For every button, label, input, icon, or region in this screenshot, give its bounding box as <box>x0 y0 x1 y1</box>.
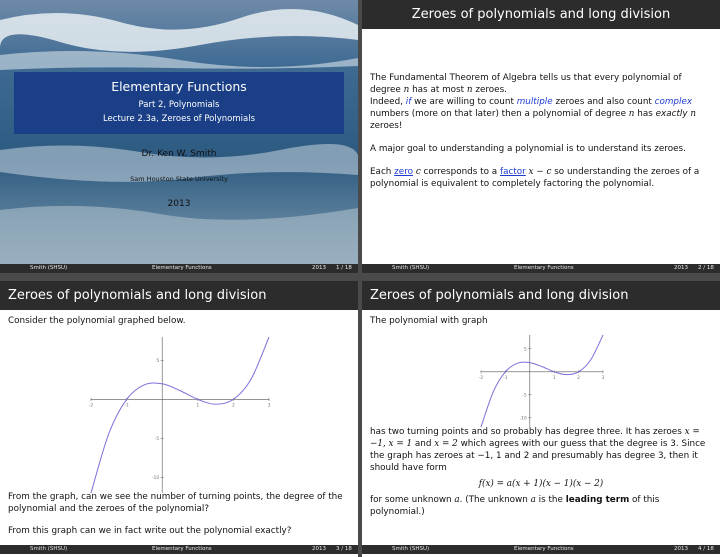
slide-graph-answer <box>362 281 720 554</box>
author-name: Dr. Ken W. Smith <box>141 149 217 159</box>
y-tick-label: -10 <box>151 475 160 481</box>
slide-footer <box>0 545 358 554</box>
polynomial-graph-small <box>477 331 607 431</box>
footer-title: Elementary Functions <box>152 546 212 552</box>
slide-body <box>370 426 712 518</box>
presentation-part: Part 2, Polynomials <box>138 100 220 110</box>
polynomial-formula: f(x) = a(x + 1)(x − 1)(x − 2) <box>478 479 604 489</box>
footer-title: Elementary Functions <box>514 265 574 271</box>
paragraph-multiplicity: Indeed, if we are willing to count multiple zeroes and also count complex numbers (more on that later) then a polynomial of degree n has exactly n zeroes! <box>370 97 697 131</box>
footer-year: 2013 <box>312 546 326 552</box>
footer-year: 2013 <box>674 265 688 271</box>
footer-year: 2013 <box>312 265 326 271</box>
footer-page: 2 / 18 <box>698 265 714 271</box>
x-tick-label: 1 <box>196 403 200 409</box>
polynomial-curve <box>478 335 603 427</box>
presentation-year: 2013 <box>167 199 191 209</box>
footer-page: 1 / 18 <box>336 265 352 271</box>
slide-header: Zeroes of polynomials and long division <box>362 281 720 310</box>
x-tick-label: 2 <box>577 375 581 381</box>
presentation-lecture: Lecture 2.3a, Zeroes of Polynomials <box>102 114 256 124</box>
slide-title <box>0 0 358 273</box>
footer-year: 2013 <box>674 546 688 552</box>
y-tick-label: -5 <box>522 393 527 399</box>
factor-link[interactable]: factor <box>499 167 526 177</box>
x-tick-label: -2 <box>88 403 94 409</box>
paragraph-analysis: has two turning points and so probably has degree three. It has zeroes x = −1, x = 1 and x = 2 which agrees with our guess that the degree is 3. Since the graph has zeroes at −1, 1 and 2 and presumably has degree 3, then it should have form <box>370 427 706 473</box>
footer-author: Smith (SHSU) <box>30 546 68 552</box>
footer-author: Smith (SHSU) <box>392 546 430 552</box>
slide-footer <box>362 264 720 273</box>
slide-footer <box>362 545 720 554</box>
polynomial-curve <box>88 337 269 493</box>
zero-link[interactable]: zero <box>394 167 414 177</box>
slide-header: Zeroes of polynomials and long division <box>0 281 358 310</box>
x-tick-label: 3 <box>267 403 271 409</box>
paragraph-theorem: The Fundamental Theorem of Algebra tells us that every polynomial of degree n has at most n zeroes. <box>370 73 682 95</box>
slide-separator-horizontal <box>0 273 720 281</box>
x-tick-label: 3 <box>601 375 605 381</box>
x-tick-label: 1 <box>552 375 556 381</box>
y-tick-label: -5 <box>154 436 160 442</box>
y-tick-label: 5 <box>156 358 160 364</box>
footer-title: Elementary Functions <box>152 265 212 271</box>
slide-intro: Consider the polynomial graphed below. <box>8 316 186 326</box>
slide-body <box>370 72 712 190</box>
paragraph-goal: A major goal to understanding a polynomial is to understand its zeroes. <box>370 144 686 154</box>
footer-author: Smith (SHSU) <box>30 265 68 271</box>
x-tick-label: -1 <box>124 403 129 409</box>
slide-footer <box>0 264 358 273</box>
footer-title: Elementary Functions <box>514 546 574 552</box>
question-turning-points: From the graph, can we see the number of turning points, the degree of the polynomial and the zeroes of the polynomial? <box>8 492 343 514</box>
x-tick-label: 2 <box>231 403 235 409</box>
footer-author: Smith (SHSU) <box>392 265 430 271</box>
polynomial-graph <box>85 331 275 499</box>
y-tick-label: 5 <box>523 347 527 353</box>
footer-page: 4 / 18 <box>698 546 714 552</box>
slide-intro: The polynomial with graph <box>370 316 488 326</box>
institution-name: Sam Houston State University <box>130 175 228 183</box>
y-tick-label: -10 <box>519 416 527 422</box>
slide-graph-question <box>0 281 358 554</box>
x-tick-label: -2 <box>478 375 484 381</box>
footer-page: 3 / 18 <box>336 546 352 552</box>
slide-questions <box>8 491 350 537</box>
question-exact: From this graph can we in fact write out the polynomial exactly? <box>8 526 292 536</box>
slide-header: Zeroes of polynomials and long division <box>362 0 720 29</box>
x-tick-label: -1 <box>503 375 508 381</box>
paragraph-factor: Each zero c corresponds to a factor x − c so understanding the zeroes of a polynomial is equivalent to completely factoring the polynomial. <box>370 167 700 189</box>
paragraph-leading-term: for some unknown a. (The unknown a is the leading term of this polynomial.) <box>370 495 660 517</box>
presentation-title: Elementary Functions <box>111 79 247 94</box>
title-box <box>14 72 344 134</box>
slide-theorem <box>362 0 720 273</box>
